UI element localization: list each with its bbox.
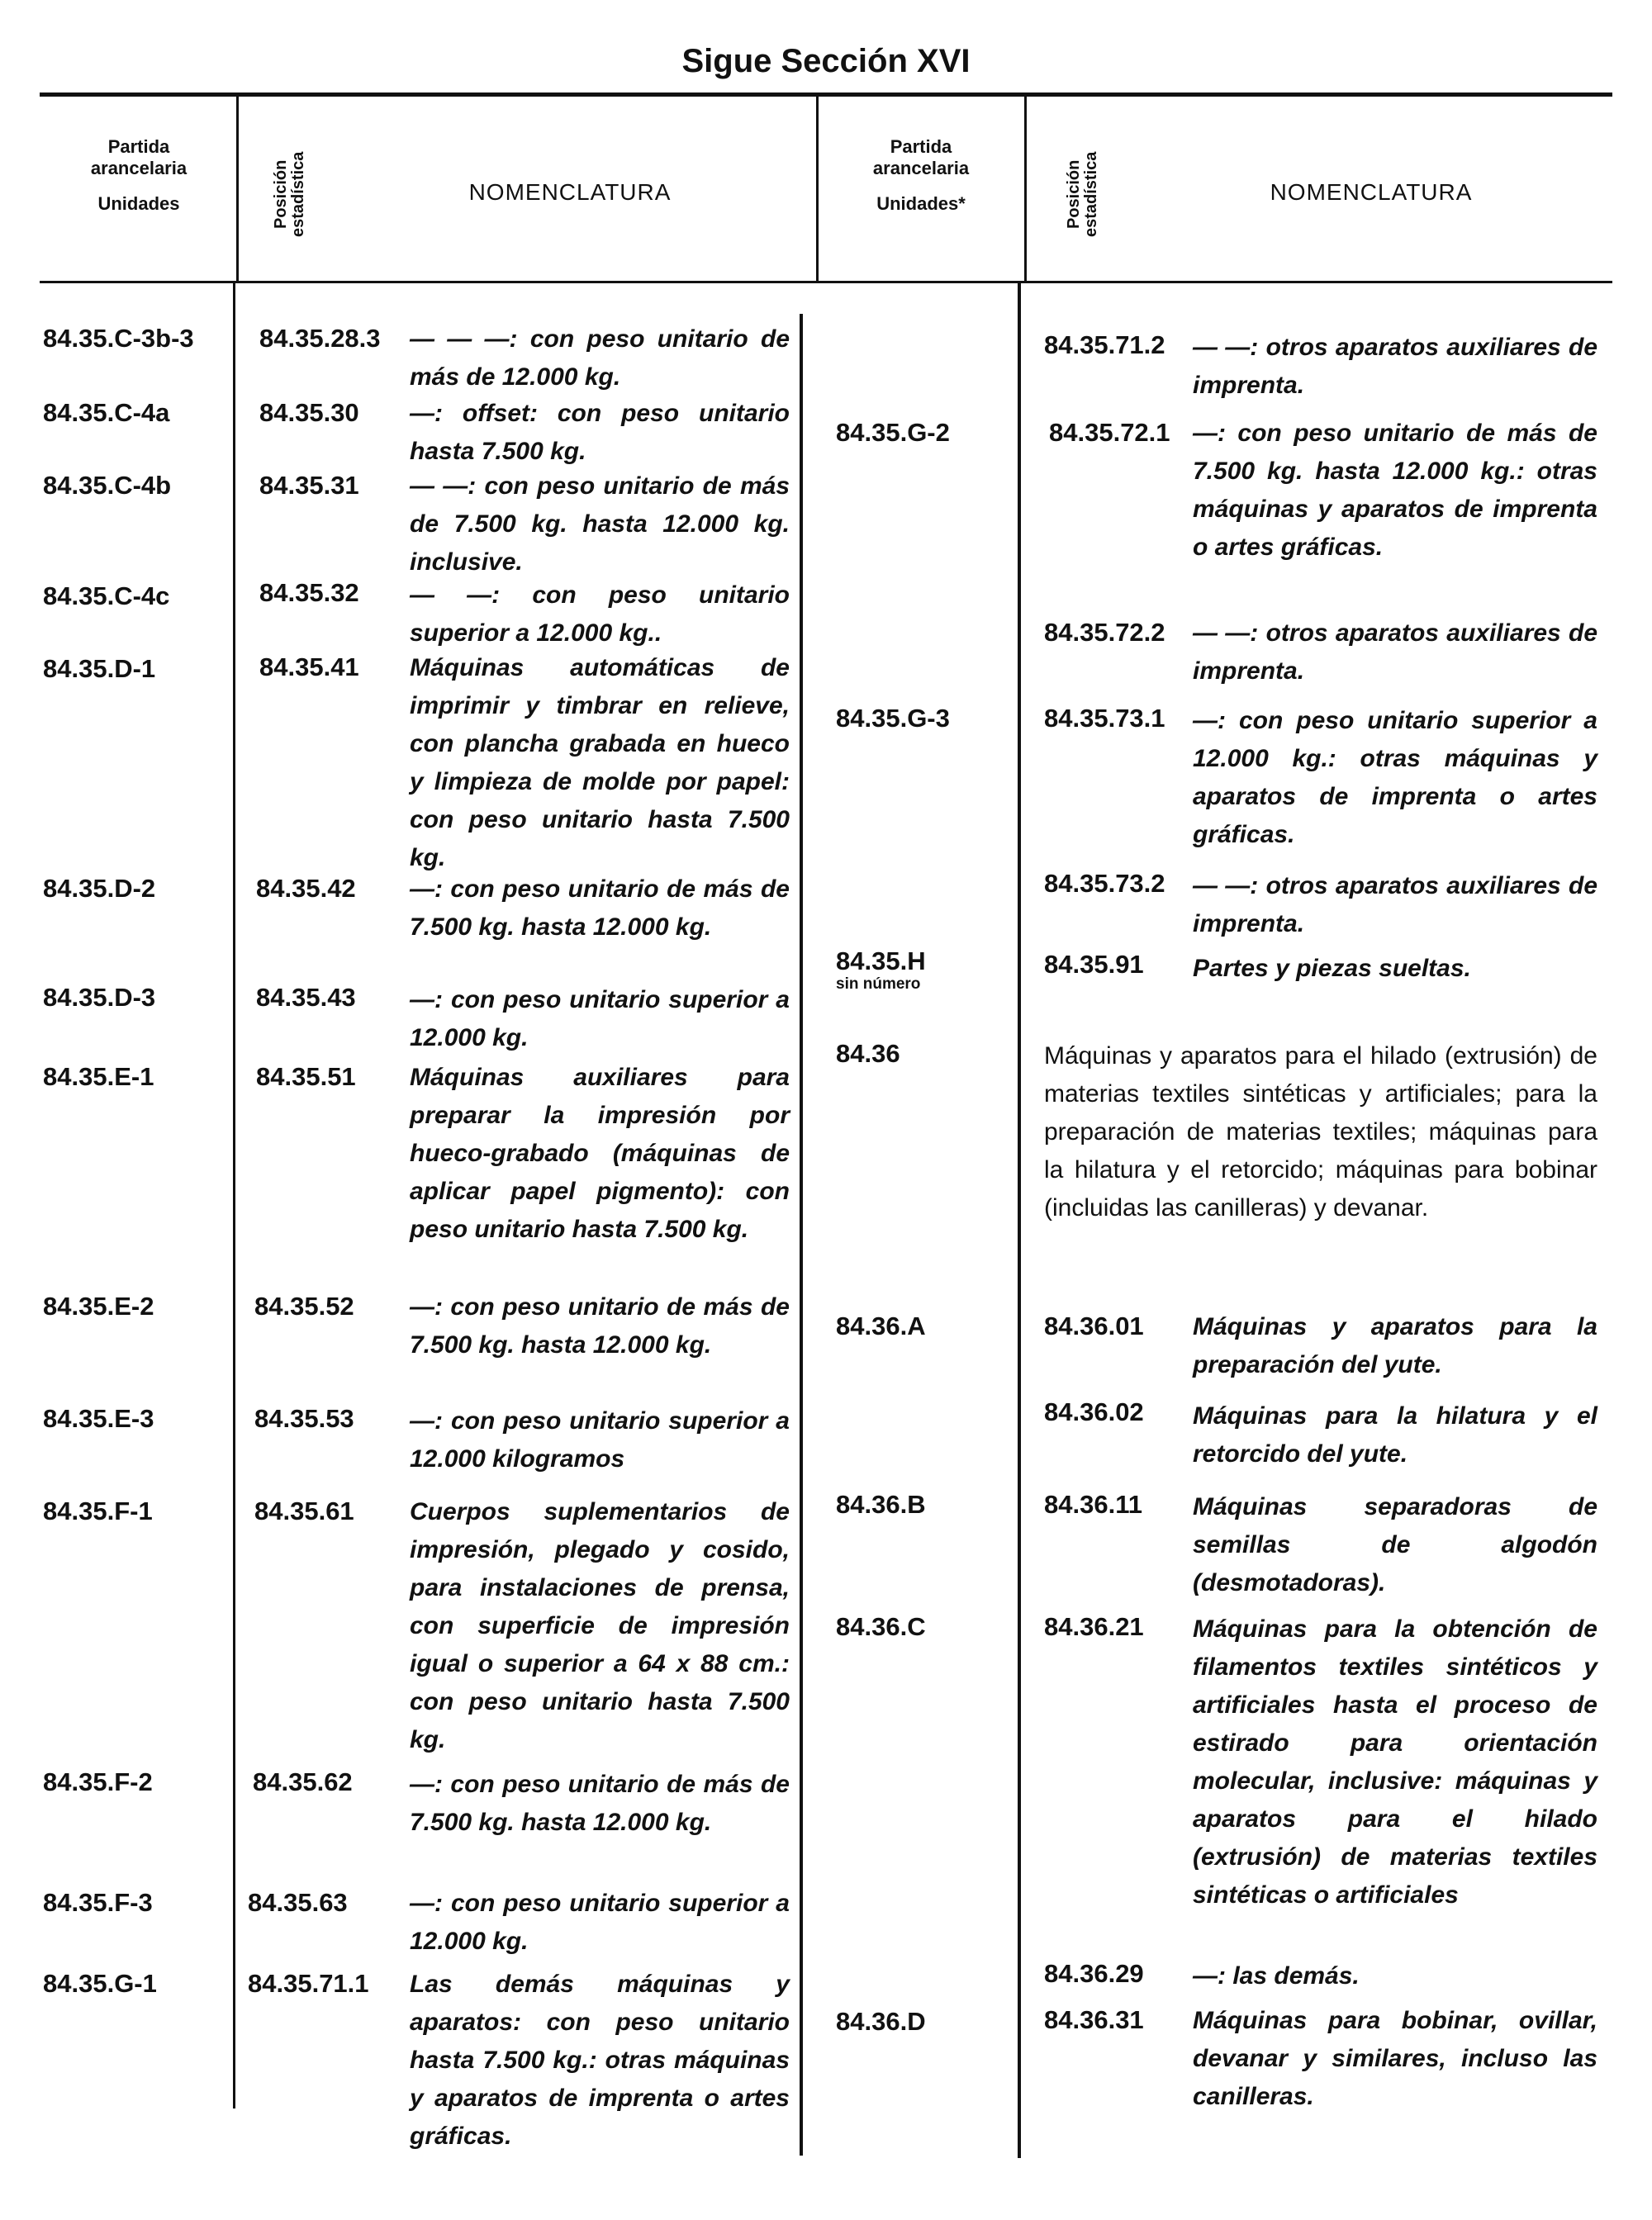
header-partida-label: Partida xyxy=(890,136,952,157)
position-code: 84.35.53 xyxy=(254,1404,354,1433)
nomenclature-text: Máquinas para la obtención de filamentos textiles sintéticos y artificiales hasta el proceso de estirado para orientación molecular, inclusive: máquinas y aparatos para el hilado (extrusión) de materias textiles sintéticas o artificiales xyxy=(1193,1615,1597,1909)
nomenclature-text: — —: otros aparatos auxiliares de imprenta. xyxy=(1193,872,1597,937)
header-nomenclatura-right: NOMENCLATURA xyxy=(1270,179,1473,205)
position-code: 84.35.73.1 xyxy=(1044,704,1165,733)
partida-code: 84.36 xyxy=(836,1039,900,1068)
partida-code: 84.35.E-3 xyxy=(43,1404,154,1433)
nomenclature-text: Cuerpos suplementarios de impresión, plegado y cosido, para instalaciones de prensa, con superficie de impresión igual o superior a 64 x 88 cm.: con peso unitario hasta 7.500 kg. xyxy=(410,1498,790,1753)
partida-code: 84.35.F-2 xyxy=(43,1767,153,1796)
col-divider-3-body xyxy=(1018,283,1021,2158)
header-arancelaria-label: arancelaria xyxy=(90,158,188,179)
position-code: 84.35.62 xyxy=(253,1767,353,1796)
nomenclature-text: Partes y piezas sueltas. xyxy=(1193,955,1471,982)
position-code: 84.36.29 xyxy=(1044,1959,1144,1988)
position-code: 84.35.63 xyxy=(248,1888,348,1917)
col-divider-2-body xyxy=(800,314,803,2156)
nomenclature-text: —: con peso unitario de más de 7.500 kg. hasta 12.000 kg. xyxy=(410,1293,790,1359)
partida-sub-note: sin número xyxy=(836,975,921,993)
col-divider-1 xyxy=(236,92,239,282)
position-code: 84.35.61 xyxy=(254,1497,354,1525)
nomenclature-text: — — —: con peso unitario de más de 12.000 kg. xyxy=(410,325,790,391)
nomenclature-text: —: con peso unitario de más de 7.500 kg. hasta 12.000 kg. xyxy=(410,1771,790,1836)
position-code: 84.35.31 xyxy=(259,471,359,500)
position-code: 84.35.73.2 xyxy=(1044,869,1165,898)
position-code: 84.35.41 xyxy=(259,652,359,681)
position-code: 84.35.32 xyxy=(259,578,359,607)
header-unidades-label: Unidades xyxy=(97,192,180,214)
header-posicion-left: Posición estadística xyxy=(272,151,307,237)
position-code: 84.35.43 xyxy=(256,983,356,1012)
page-title: Sigue Sección XVI xyxy=(681,43,971,79)
nomenclature-text: — —: con peso unitario superior a 12.000 kg.. xyxy=(410,581,790,647)
nomenclature-text: Máquinas para bobinar, ovillar, devanar y similares, incluso las canilleras. xyxy=(1193,2007,1597,2110)
position-code: 84.36.31 xyxy=(1044,2005,1144,2034)
partida-code: 84.35.C-4c xyxy=(43,581,170,610)
nomenclature-text: —: con peso unitario de más de 7.500 kg. hasta 12.000 kg. xyxy=(410,875,790,941)
partida-code: 84.35.F-3 xyxy=(43,1888,153,1917)
nomenclature-text: — —: otros aparatos auxiliares de imprenta. xyxy=(1193,334,1597,399)
partida-code: 84.35.C-4a xyxy=(43,398,170,427)
nomenclature-text: — —: con peso unitario de más de 7.500 kg. hasta 12.000 kg. inclusive. xyxy=(410,472,790,576)
partida-code: 84.35.D-1 xyxy=(43,654,156,683)
nomenclature-text: Máquinas automáticas de imprimir y timbrar en relieve, con plancha grabada en hueco y limpieza de molde por papel: con peso unitario hasta 7.500 kg. xyxy=(410,654,790,871)
header-bottom-rule xyxy=(40,281,1612,283)
header-partida-label: Partida xyxy=(107,136,170,157)
header-top-rule xyxy=(40,92,1612,97)
position-code: 84.36.11 xyxy=(1044,1490,1142,1519)
partida-code: 84.36.B xyxy=(836,1490,926,1519)
header-unidades-label: Unidades* xyxy=(876,192,966,214)
header-partida-right xyxy=(819,132,1023,219)
partida-code: 84.35.G-3 xyxy=(836,704,950,733)
nomenclature-text: —: las demás. xyxy=(1193,1962,1360,1990)
partida-code: 84.35.G-2 xyxy=(836,418,950,447)
nomenclature-text: Máquinas separadoras de semillas de algodón (desmotadoras). xyxy=(1193,1493,1597,1596)
nomenclature-text: —: con peso unitario de más de 7.500 kg. hasta 12.000 kg.: otras máquinas y aparatos de imprenta o artes gráficas. xyxy=(1193,420,1597,561)
partida-code: 84.35.D-2 xyxy=(43,874,156,903)
nomenclature-text: Las demás máquinas y aparatos: con peso unitario hasta 7.500 kg.: otras máquinas y aparatos de imprenta o artes gráficas. xyxy=(410,1971,790,2150)
partida-code: 84.36.A xyxy=(836,1312,926,1340)
position-code: 84.35.72.1 xyxy=(1049,418,1170,447)
position-code: 84.35.52 xyxy=(254,1292,354,1321)
position-code: 84.36.02 xyxy=(1044,1397,1144,1426)
partida-code: 84.35.F-1 xyxy=(43,1497,153,1525)
position-code: 84.35.71.2 xyxy=(1044,330,1165,359)
position-code: 84.36.21 xyxy=(1044,1612,1144,1641)
position-code: 84.36.01 xyxy=(1044,1312,1144,1340)
header-arancelaria-label: arancelaria xyxy=(872,158,970,179)
col-divider-1-body xyxy=(233,283,235,2109)
partida-code: 84.35.C-3b-3 xyxy=(43,324,194,353)
nomenclature-heading-text: Máquinas y aparatos para el hilado (extrusión) de materias textiles sintéticas y artificiales; para la preparación de materias textiles; máquinas para la hilatura y el retorcido; máquinas para bobinar (incluidas las canilleras) y devanar. xyxy=(1044,1042,1597,1221)
nomenclature-text: Máquinas y aparatos para la preparación del yute. xyxy=(1193,1313,1597,1378)
header-posicion-right: Posición estadística xyxy=(1065,151,1100,237)
position-code: 84.35.42 xyxy=(256,874,356,903)
nomenclature-text: —: con peso unitario superior a 12.000 kg. xyxy=(410,1890,790,1955)
partida-code: 84.35.E-2 xyxy=(43,1292,154,1321)
partida-code: 84.35.E-1 xyxy=(43,1062,154,1091)
nomenclature-text: —: offset: con peso unitario hasta 7.500 kg. xyxy=(410,400,790,465)
partida-code: 84.36.C xyxy=(836,1612,926,1641)
position-code: 84.35.30 xyxy=(259,398,359,427)
position-code: 84.35.51 xyxy=(256,1062,356,1091)
partida-code: 84.35.C-4b xyxy=(43,471,172,500)
col-divider-2 xyxy=(816,92,819,282)
partida-code: 84.36.D xyxy=(836,2007,926,2036)
header-nomenclatura-left: NOMENCLATURA xyxy=(468,179,672,205)
partida-code: 84.35.G-1 xyxy=(43,1969,157,1998)
position-code: 84.35.28.3 xyxy=(259,324,381,353)
partida-code-text: 84.35.H xyxy=(836,946,926,975)
header-partida-left xyxy=(41,132,236,219)
col-divider-3 xyxy=(1024,92,1027,282)
nomenclature-text: Máquinas para la hilatura y el retorcido del yute. xyxy=(1193,1402,1597,1468)
nomenclature-text: Máquinas auxiliares para preparar la impresión por hueco-grabado (máquinas de aplicar papel pigmento): con peso unitario hasta 7.500 kg. xyxy=(410,1064,790,1243)
nomenclature-text: —: con peso unitario superior a 12.000 kg. xyxy=(410,986,790,1051)
position-code: 84.35.71.1 xyxy=(248,1969,369,1998)
position-code: 84.35.72.2 xyxy=(1044,618,1165,647)
partida-code: 84.35.D-3 xyxy=(43,983,156,1012)
position-code: 84.35.91 xyxy=(1044,950,1144,979)
nomenclature-text: —: con peso unitario superior a 12.000 kilogramos xyxy=(410,1407,790,1473)
nomenclature-text: —: con peso unitario superior a 12.000 kg.: otras máquinas y aparatos de imprenta o artes gráficas. xyxy=(1193,707,1597,848)
partida-code xyxy=(836,946,926,993)
nomenclature-text: — —: otros aparatos auxiliares de imprenta. xyxy=(1193,619,1597,685)
